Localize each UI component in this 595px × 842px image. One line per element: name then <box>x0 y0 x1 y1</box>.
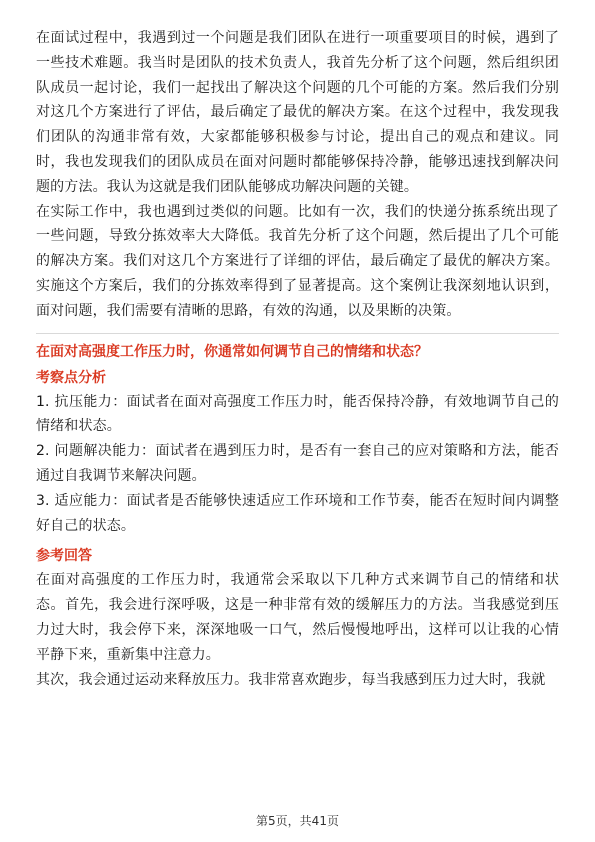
analysis-item: 1. 抗压能力：面试者在面对高强度工作压力时，能否保持冷静，有效地调节自己的情绪和状态。 <box>36 393 559 435</box>
analysis-item: 3. 适应能力：面试者是否能够快速适应工作环境和工作节奏，能否在短时间内调整好自己的状态。 <box>36 492 559 534</box>
page-number: 第5页，共41页 <box>256 814 339 828</box>
analysis-item: 2. 问题解决能力：面试者在遇到压力时，是否有一套自己的应对策略和方法，能否通过自我调节来解决问题。 <box>36 443 559 484</box>
section-divider <box>36 333 559 334</box>
answer-heading: 参考回答 <box>36 548 92 565</box>
question-heading: 在面对高强度工作压力时，你通常如何调节自己的情绪和状态？ <box>36 343 428 360</box>
body-paragraph: 在实际工作中，我也遇到过类似的问题。比如有一次，我们的快递分拣系统出现了一些问题，导致分拣效率大大降低。我首先分析了这个问题，然后提出了几个可能的解决方案。我们对这几个方案进行了详细的评估，最后确定了最优的解决方案。实施这个方案后，我们的分拣效率得到了显著提高。这个案例让我深刻地认识到，面对问题，我们需要有清晰的思路，有效的沟通，以及果断的决策。 <box>36 203 559 319</box>
body-paragraph: 在面试过程中，我遇到过一个问题是我们团队在进行一项重要项目的时候，遇到了一些技术难题。我当时是团队的技术负责人，我首先分析了这个问题，然后组织团队成员一起讨论，我们一起找出了解决这个问题的几个可能的方案。然后我们分别对这几个方案进行了评估，最后确定了最优的解决方案。在这个过程中，我发现我们团队的沟通非常有效，大家都能够积极参与讨论，提出自己的观点和建议。同时，我也发现我们的团队成员在面对问题时都能够保持冷静，能够迅速找到解决问题的方法。我认为这就是我们团队能够成功解决问题的关键。 <box>36 30 559 195</box>
document-page <box>36 26 559 692</box>
answer-paragraph: 其次，我会通过运动来释放压力。我非常喜欢跑步，每当我感到压力过大时，我就 <box>36 671 546 688</box>
answer-paragraph: 在面对高强度的工作压力时，我通常会采取以下几种方式来调节自己的情绪和状态。首先，我会进行深呼吸，这是一种非常有效的缓解压力的方法。当我感觉到压力过大时，我会停下来，深深地吸一口气，然后慢慢地呼出，这样可以让我的心情平静下来，重新集中注意力。 <box>36 572 559 663</box>
analysis-heading: 考察点分析 <box>36 369 106 386</box>
